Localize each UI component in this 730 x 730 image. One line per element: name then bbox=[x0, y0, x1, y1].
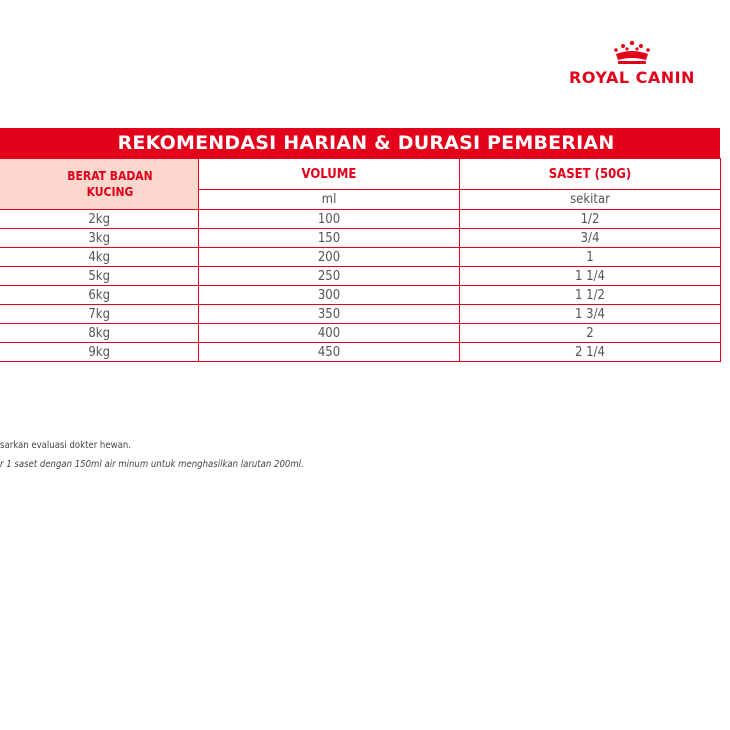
cell-saset: 3/4 bbox=[460, 229, 721, 248]
feeding-table bbox=[0, 158, 721, 362]
footnote-1: sarkan evaluasi dokter hewan. bbox=[0, 440, 131, 451]
brand-logo bbox=[568, 40, 696, 92]
cell-saset: 2 bbox=[460, 324, 721, 343]
cell-weight: 8kg bbox=[0, 324, 199, 343]
cell-weight: 3kg bbox=[0, 229, 199, 248]
table-title: REKOMENDASI HARIAN & DURASI PEMBERIAN bbox=[0, 128, 720, 158]
cell-saset: 1 3/4 bbox=[460, 305, 721, 324]
cell-volume: 450 bbox=[199, 343, 460, 362]
cell-weight: 5kg bbox=[0, 267, 199, 286]
cell-volume: 100 bbox=[199, 210, 460, 229]
table-row bbox=[0, 305, 721, 324]
footnote-2: r 1 saset dengan 150ml air minum untuk menghasilkan larutan 200ml. bbox=[0, 459, 304, 470]
cell-saset: 1 bbox=[460, 248, 721, 267]
unit-volume: ml bbox=[199, 190, 460, 210]
crown-icon bbox=[612, 40, 652, 66]
brand-name: ROYAL CANIN bbox=[569, 68, 695, 87]
cell-weight: 2kg bbox=[0, 210, 199, 229]
cell-saset: 1 1/2 bbox=[460, 286, 721, 305]
cell-weight: 4kg bbox=[0, 248, 199, 267]
table-row bbox=[0, 286, 721, 305]
cell-volume: 150 bbox=[199, 229, 460, 248]
cell-volume: 250 bbox=[199, 267, 460, 286]
unit-saset: sekitar bbox=[460, 190, 721, 210]
cell-volume: 300 bbox=[199, 286, 460, 305]
cell-saset: 2 1/4 bbox=[460, 343, 721, 362]
table-row bbox=[0, 248, 721, 267]
cell-volume: 400 bbox=[199, 324, 460, 343]
header-saset: SASET (50G) bbox=[460, 159, 721, 190]
cell-weight: 6kg bbox=[0, 286, 199, 305]
cell-volume: 350 bbox=[199, 305, 460, 324]
header-weight: BERAT BADAN KUCING bbox=[0, 159, 199, 210]
recommendation-table bbox=[0, 128, 720, 362]
header-volume: VOLUME bbox=[199, 159, 460, 190]
header-row bbox=[0, 159, 721, 190]
table-row bbox=[0, 229, 721, 248]
cell-weight: 9kg bbox=[0, 343, 199, 362]
table-row bbox=[0, 343, 721, 362]
table-row bbox=[0, 210, 721, 229]
table-row bbox=[0, 324, 721, 343]
cell-saset: 1/2 bbox=[460, 210, 721, 229]
cell-volume: 200 bbox=[199, 248, 460, 267]
cell-saset: 1 1/4 bbox=[460, 267, 721, 286]
footnotes bbox=[0, 436, 304, 474]
table-row bbox=[0, 267, 721, 286]
cell-weight: 7kg bbox=[0, 305, 199, 324]
